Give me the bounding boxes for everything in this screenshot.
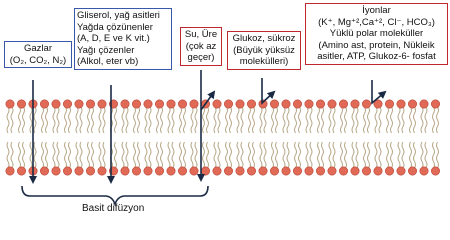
lipid-tail	[402, 107, 404, 133]
lipid-tail	[391, 142, 393, 168]
lipid-tail	[92, 142, 94, 168]
lipid-head	[6, 100, 14, 108]
lipid-tail	[138, 142, 140, 168]
lipid-head	[282, 100, 290, 108]
lipid-tail	[57, 107, 59, 133]
lipid-head	[247, 100, 255, 108]
lipid-soluble-line: Gliserol, yağ asitleri	[77, 10, 160, 21]
lipid-tail	[42, 107, 44, 133]
lipid-head	[63, 100, 71, 108]
lipid-head	[259, 167, 267, 175]
lipid-tail	[214, 107, 216, 133]
lipid-tail	[437, 142, 439, 168]
lipid-head	[431, 167, 439, 175]
lipid-head	[408, 100, 416, 108]
simple-diffusion-label: Basit difüzyon	[82, 203, 145, 214]
lipid-tail	[402, 142, 404, 168]
lipid-head	[305, 100, 313, 108]
lipid-head	[316, 100, 324, 108]
lipid-head	[282, 167, 290, 175]
lipid-head	[431, 100, 439, 108]
lipid-tail	[88, 142, 90, 168]
lipid-head	[420, 100, 428, 108]
lipid-tail	[157, 107, 159, 133]
lipid-tail	[272, 142, 274, 168]
lipid-head	[17, 167, 25, 175]
lipid-bilayer	[6, 100, 440, 175]
lipid-tail	[19, 107, 21, 133]
ions-title: İyonlar	[362, 5, 391, 16]
lipid-head	[63, 167, 71, 175]
lipid-tail	[30, 107, 32, 133]
lipid-tail	[103, 107, 105, 133]
lipid-tail	[433, 142, 435, 168]
lipid-head	[144, 167, 152, 175]
water-urea-line: Su, Üre	[184, 29, 218, 40]
lipid-tail	[295, 142, 297, 168]
lipid-head	[270, 167, 278, 175]
lipid-tail	[184, 142, 186, 168]
lipid-tail	[364, 142, 366, 168]
lipid-head	[397, 100, 405, 108]
lipid-tail	[65, 107, 67, 133]
lipid-tail	[226, 107, 228, 133]
lipid-head	[420, 167, 428, 175]
lipid-tail	[276, 107, 278, 133]
ions-line: asitler, ATP, Glukoz-6- fosfat	[317, 51, 436, 62]
lipid-tail	[333, 107, 335, 133]
lipid-tail	[11, 107, 13, 133]
lipid-head	[167, 100, 175, 108]
lipid-tail	[53, 142, 55, 168]
lipid-tail	[425, 142, 427, 168]
lipid-tail	[237, 107, 239, 133]
gases-title: Gazlar	[24, 43, 52, 54]
lipid-tail	[7, 107, 9, 133]
lipid-tail	[80, 142, 82, 168]
lipid-head	[270, 100, 278, 108]
lipid-tail	[168, 142, 170, 168]
lipid-tail	[65, 142, 67, 168]
lipid-tail	[23, 107, 25, 133]
lipid-tail	[387, 107, 389, 133]
lipid-tail	[145, 107, 147, 133]
lipid-tail	[306, 107, 308, 133]
lipid-tail	[69, 107, 71, 133]
lipid-tail	[329, 107, 331, 133]
lipid-head	[362, 167, 370, 175]
lipid-tail	[421, 142, 423, 168]
lipid-tail	[379, 107, 381, 133]
label-ions	[305, 3, 448, 65]
lipid-head	[236, 100, 244, 108]
lipid-tail	[99, 142, 101, 168]
lipid-tail	[241, 142, 243, 168]
lipid-tail	[53, 107, 55, 133]
lipid-tail	[387, 142, 389, 168]
lipid-tail	[306, 142, 308, 168]
lipid-tail	[11, 142, 13, 168]
lipid-tail	[375, 107, 377, 133]
lipid-head	[328, 100, 336, 108]
lipid-head	[293, 100, 301, 108]
lipid-head	[155, 167, 163, 175]
lipid-tail	[191, 142, 193, 168]
lipid-head	[178, 100, 186, 108]
lipid-tail	[180, 142, 182, 168]
lipid-tail	[134, 142, 136, 168]
lipid-tail	[184, 107, 186, 133]
lipid-tail	[368, 107, 370, 133]
lipid-tail	[203, 142, 205, 168]
lipid-tail	[92, 107, 94, 133]
lipid-head	[167, 167, 175, 175]
lipid-tail	[283, 107, 285, 133]
lipid-tail	[230, 142, 232, 168]
lipid-head	[75, 167, 83, 175]
lipid-tail	[364, 107, 366, 133]
lipid-soluble-line: (Alkol, eter vb)	[77, 56, 139, 67]
lipid-soluble-line: (A, D, E ve K vit.)	[77, 33, 150, 44]
lipid-head	[374, 167, 382, 175]
lipid-tail	[88, 107, 90, 133]
lipid-head	[75, 100, 83, 108]
lipid-tail	[253, 107, 255, 133]
lipid-tail	[264, 107, 266, 133]
lipid-tail	[76, 107, 78, 133]
lipid-head	[224, 167, 232, 175]
lipid-head	[86, 167, 94, 175]
lipid-tail	[375, 142, 377, 168]
arrows	[33, 70, 385, 182]
lipid-head	[385, 167, 393, 175]
lipid-tail	[19, 142, 21, 168]
lipid-tail	[157, 142, 159, 168]
lipid-tail	[80, 107, 82, 133]
lipid-tail	[126, 107, 128, 133]
lipid-tail	[34, 142, 36, 168]
lipid-tail	[226, 142, 228, 168]
lipid-tail	[341, 142, 343, 168]
lipid-tail	[253, 142, 255, 168]
lipid-tail	[398, 142, 400, 168]
lipid-tail	[287, 107, 289, 133]
lipid-tail	[46, 107, 48, 133]
label-large-polar	[227, 31, 301, 70]
lipid-head	[247, 167, 255, 175]
lipid-tail	[260, 142, 262, 168]
lipid-tail	[276, 142, 278, 168]
lipid-tail	[103, 142, 105, 168]
lipid-tail	[414, 107, 416, 133]
lipid-head	[351, 100, 359, 108]
lipid-head	[98, 167, 106, 175]
lipid-head	[190, 100, 198, 108]
lipid-tail	[214, 142, 216, 168]
lipid-tail	[299, 107, 301, 133]
lipid-tail	[333, 142, 335, 168]
lipid-tail	[249, 142, 251, 168]
lipid-tail	[207, 142, 209, 168]
lipid-tail	[437, 107, 439, 133]
ions-line: Yüklü polar moleküller	[329, 28, 424, 39]
lipid-head	[132, 100, 140, 108]
lipid-tail	[145, 142, 147, 168]
lipid-tail	[115, 142, 117, 168]
lipid-tail	[34, 107, 36, 133]
lipid-tail	[207, 107, 209, 133]
lipid-head	[224, 100, 232, 108]
lipid-tail	[329, 142, 331, 168]
lipid-head	[52, 100, 60, 108]
lipid-tail	[391, 107, 393, 133]
lipid-tail	[356, 142, 358, 168]
lipid-tail	[398, 107, 400, 133]
lipid-head	[305, 167, 313, 175]
lipid-head	[132, 167, 140, 175]
lipid-tail	[341, 107, 343, 133]
lipid-head	[86, 100, 94, 108]
lipid-tail	[126, 142, 128, 168]
lipid-tail	[318, 142, 320, 168]
lipid-soluble-line: Yağda çözünenler	[77, 21, 153, 33]
lipid-tail	[69, 142, 71, 168]
lipid-tail	[180, 107, 182, 133]
lipid-head	[201, 167, 209, 175]
ions-line: (Amino ast, protein, Nükleik	[318, 39, 435, 51]
lipid-head	[408, 167, 416, 175]
lipid-head	[293, 167, 301, 175]
lipid-head	[339, 167, 347, 175]
lipid-tail	[272, 107, 274, 133]
lipid-tail	[218, 107, 220, 133]
lipid-tail	[57, 142, 59, 168]
lipid-tail	[134, 107, 136, 133]
lipid-tail	[122, 142, 124, 168]
lipid-tail	[345, 107, 347, 133]
lipid-head	[213, 167, 221, 175]
lipid-tail	[172, 142, 174, 168]
lipid-tail	[149, 142, 151, 168]
lipid-tail	[414, 142, 416, 168]
lipid-tail	[203, 107, 205, 133]
large-polar-line: molekülleri)	[239, 56, 289, 67]
lipid-tail	[310, 107, 312, 133]
lipid-tail	[23, 142, 25, 168]
water-urea-line: (çok az	[185, 40, 217, 52]
lipid-tail	[46, 142, 48, 168]
lipid-head	[190, 167, 198, 175]
lipid-head	[121, 167, 129, 175]
lipid-tail	[241, 107, 243, 133]
arrow-glucose-blocked	[262, 78, 274, 103]
water-urea-line: geçer)	[187, 52, 215, 63]
lipid-tail	[161, 142, 163, 168]
lipid-tail	[149, 107, 151, 133]
lipid-tail	[260, 107, 262, 133]
lipid-tail	[195, 107, 197, 133]
lipid-tail	[368, 142, 370, 168]
lipid-tail	[433, 107, 435, 133]
lipid-head	[385, 100, 393, 108]
lipid-head	[121, 100, 129, 108]
lipid-head	[316, 167, 324, 175]
lipid-tail	[99, 107, 101, 133]
lipid-tail	[287, 142, 289, 168]
ions-formula: (K⁺, Mg⁺²,Ca⁺², Cl⁻, HCO₃)	[318, 16, 435, 28]
lipid-tail	[318, 107, 320, 133]
lipid-head	[339, 100, 347, 108]
lipid-tail	[299, 142, 301, 168]
lipid-tail	[283, 142, 285, 168]
large-polar-line: Glukoz, sükroz	[232, 33, 296, 44]
lipid-tail	[115, 107, 117, 133]
lipid-head	[144, 100, 152, 108]
lipid-tail	[421, 107, 423, 133]
lipid-head	[17, 100, 25, 108]
lipid-soluble-line: Yağı çözenler	[77, 44, 135, 56]
lipid-tail	[30, 142, 32, 168]
lipid-tail	[264, 142, 266, 168]
lipid-head	[40, 100, 48, 108]
gases-examples: (O₂, CO₂, N₂)	[9, 54, 67, 66]
lipid-tail	[356, 107, 358, 133]
lipid-head	[351, 167, 359, 175]
lipid-head	[155, 100, 163, 108]
label-gases	[4, 41, 72, 68]
lipid-tail	[295, 107, 297, 133]
lipid-head	[178, 167, 186, 175]
lipid-tail	[322, 142, 324, 168]
lipid-head	[397, 167, 405, 175]
lipid-head	[40, 167, 48, 175]
lipid-head	[213, 100, 221, 108]
label-water-urea	[180, 27, 222, 66]
lipid-tail	[168, 107, 170, 133]
lipid-tail	[425, 107, 427, 133]
lipid-tail	[379, 142, 381, 168]
lipid-tail	[122, 107, 124, 133]
lipid-tail	[42, 142, 44, 168]
lipid-tail	[310, 142, 312, 168]
lipid-tail	[249, 107, 251, 133]
large-polar-line: (Büyük yüksüz	[233, 44, 295, 56]
lipid-tail	[138, 107, 140, 133]
lipid-tail	[76, 142, 78, 168]
lipid-tail	[410, 142, 412, 168]
lipid-head	[362, 100, 370, 108]
lipid-tail	[230, 107, 232, 133]
lipid-tail	[218, 142, 220, 168]
lipid-head	[98, 100, 106, 108]
lipid-tail	[237, 142, 239, 168]
lipid-tail	[322, 107, 324, 133]
lipid-head	[52, 167, 60, 175]
lipid-head	[6, 167, 14, 175]
label-lipid-soluble	[74, 8, 172, 70]
lipid-tail	[195, 142, 197, 168]
lipid-head	[328, 167, 336, 175]
lipid-tail	[410, 107, 412, 133]
lipid-tail	[7, 142, 9, 168]
lipid-head	[236, 167, 244, 175]
lipid-tail	[172, 107, 174, 133]
lipid-tail	[191, 107, 193, 133]
lipid-tail	[352, 107, 354, 133]
simple-diffusion-brace	[22, 186, 208, 204]
lipid-tail	[345, 142, 347, 168]
lipid-tail	[161, 107, 163, 133]
lipid-tail	[352, 142, 354, 168]
